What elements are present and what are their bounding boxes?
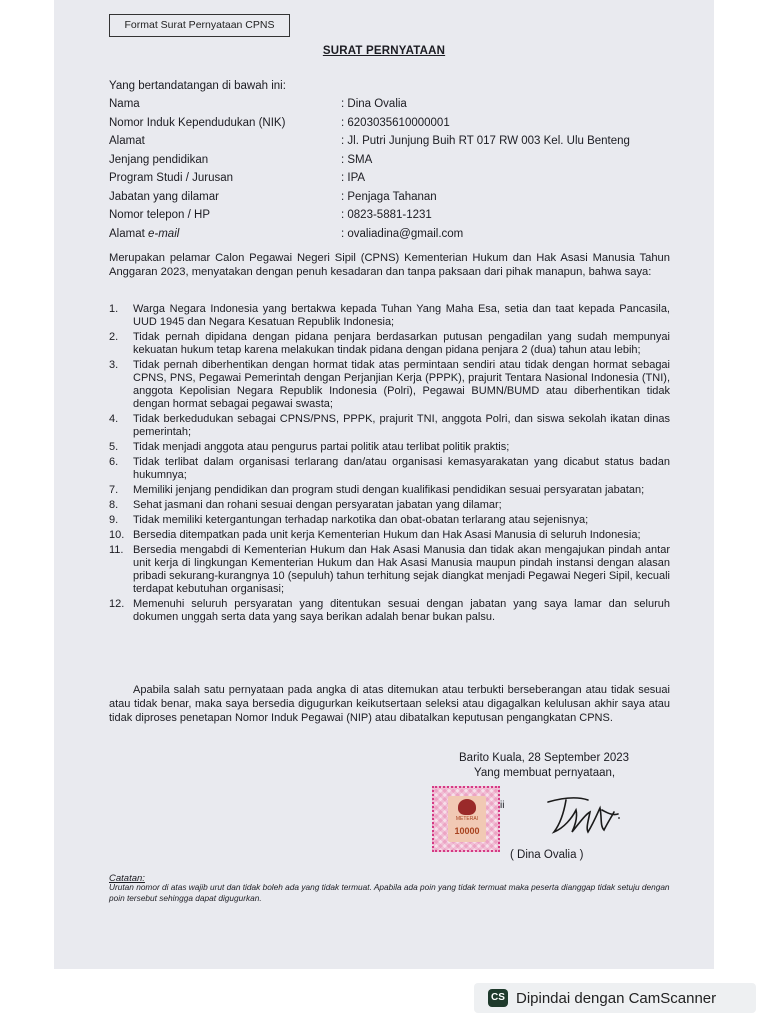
- camscanner-logo-icon: CS: [488, 989, 508, 1007]
- stamp-value: 10000: [454, 826, 480, 836]
- garuda-emblem-icon: [458, 799, 476, 815]
- field-label-prefix: Alamat: [109, 227, 148, 240]
- statement-text: Sehat jasmani dan rohani sesuai dengan persyaratan jabatan yang dilamar;: [133, 499, 502, 511]
- meterai-stamp: [432, 786, 500, 852]
- field-row-prodi: [109, 169, 699, 188]
- scanned-document: [54, 0, 714, 969]
- statement-item: [109, 499, 670, 512]
- field-value: : Jl. Putri Junjung Buih RT 017 RW 003 Kel. Ulu Benteng: [341, 135, 630, 147]
- statement-text: Memiliki jenjang pendidikan dan program studi dengan kualifikasi pendidikan sesuai persyaratan jabatan;: [133, 484, 645, 496]
- stamp-inner: [448, 796, 486, 842]
- statement-text: Tidak pernah dipidana dengan pidana penjara berdasarkan putusan pengadilan yang sudah mempunyai kekuatan hukum tetap karena melakukan tindak pidana dengan pidana penjara 2 (dua) tahun atau lebih;: [133, 331, 670, 356]
- field-value: : 6203035610000001: [341, 116, 450, 129]
- camscanner-text: Dipindai dengan CamScanner: [516, 989, 717, 1007]
- statement-item: [109, 331, 670, 357]
- closing-paragraph: Apabila salah satu pernyataan pada angka di atas ditemukan atau terbukti berseberangan atau tidak sesuai atau tidak benar, maka saya bersedia digugurkan keikutsertaan seleksi atau digagalkan kelulusan akhir saya atau tidak diproses penetapan Nomor Induk Pegawai (NIP) atau dibatalkan keputusan pengangkatan CPNS.: [109, 684, 670, 724]
- statement-item: [109, 413, 670, 439]
- statement-list: [109, 303, 670, 626]
- statement-item: [109, 484, 670, 497]
- statement-number: 6.: [109, 456, 119, 468]
- field-row-nik: [109, 114, 699, 133]
- statement-text: Bersedia ditempatkan pada unit kerja Kementerian Hukum dan Hak Asasi Manusia di seluruh Indonesia;: [133, 529, 641, 541]
- field-value: : SMA: [341, 153, 373, 166]
- field-label: Jenjang pendidikan: [109, 153, 209, 166]
- field-label: Jabatan yang dilamar: [109, 190, 219, 203]
- intro-text: Yang bertandatangan di bawah ini:: [109, 80, 286, 92]
- notes-text: Urutan nomor di atas wajib urut dan tidak boleh ada yang tidak termuat. Apabila ada poin yang tidak termuat maka peserta dianggap tidak setuju dengan poin tersebut sehingga dapat digugurkan.: [109, 882, 670, 903]
- field-label: Nomor Induk Kependudukan (NIK): [109, 116, 286, 129]
- statement-item: [109, 598, 670, 624]
- statement-number: 12.: [109, 598, 125, 610]
- statement-number: 3.: [109, 359, 119, 371]
- statement-item: [109, 529, 670, 542]
- field-label-italic: e-mail: [148, 227, 180, 240]
- field-label: Program Studi / Jurusan: [109, 172, 234, 184]
- field-label: Nomor telepon / HP: [109, 209, 210, 221]
- field-label: Alamat: [109, 135, 145, 147]
- statement-number: 10.: [109, 529, 125, 541]
- statement-text: Tidak memiliki ketergantungan terhadap narkotika dan obat-obatan terlarang atau sejenisnya;: [133, 514, 589, 526]
- field-row-alamat: [109, 132, 699, 151]
- statement-number: 9.: [109, 514, 119, 526]
- format-label-box: Format Surat Pernyataan CPNS: [109, 14, 290, 37]
- statement-number: 4.: [109, 413, 119, 425]
- statement-number: 7.: [109, 484, 119, 496]
- statement-text: Memenuhi seluruh persyaratan yang ditentukan sesuai dengan jabatan yang saya lamar dan seluruh dokumen unggah serta data yang saya berikan adalah benar bukan palsu.: [133, 598, 670, 623]
- field-row-jabatan: [109, 188, 699, 207]
- statement-item: [109, 544, 670, 596]
- place-date: Barito Kuala, 28 September 2023: [459, 752, 630, 764]
- field-row-telepon: [109, 206, 699, 225]
- maker-label: Yang membuat pernyataan,: [474, 767, 616, 779]
- statement-item: [109, 303, 670, 329]
- field-row-nama: [109, 95, 699, 114]
- field-label: [109, 225, 341, 244]
- document-title: SURAT PERNYATAAN: [322, 45, 446, 57]
- field-row-email: [109, 225, 699, 244]
- statement-text: Tidak berkedudukan sebagai CPNS/PNS, PPPK, prajurit TNI, anggota Polri, dan siswa sekolah ikatan dinas pemerintah;: [133, 413, 670, 438]
- preamble-paragraph: Merupakan pelamar Calon Pegawai Negeri Sipil (CPNS) Kementerian Hukum dan Hak Asasi Manusia Tahun Anggaran 2023, menyatakan dengan penuh kesadaran dan tanpa paksaan dari pihak manapun, bahwa saya:: [109, 252, 670, 278]
- statement-number: 8.: [109, 499, 119, 511]
- statement-item: [109, 441, 670, 454]
- statement-text: Warga Negara Indonesia yang bertakwa kepada Tuhan Yang Maha Esa, setia dan taat kepada Pancasila, UUD 1945 dan Negara Kesatuan Republik Indonesia;: [133, 303, 670, 328]
- ttd-mark: ii: [500, 800, 505, 811]
- statement-number: 11.: [109, 544, 124, 556]
- statement-item: [109, 359, 670, 411]
- handwritten-signature: [542, 788, 622, 838]
- personal-data-fields: [109, 95, 699, 243]
- field-value: : ovaliadina@gmail.com: [341, 227, 464, 240]
- statement-number: 5.: [109, 441, 119, 453]
- statement-number: 2.: [109, 331, 119, 343]
- notes-title: Catatan:: [109, 873, 145, 884]
- statement-item: [109, 514, 670, 527]
- camscanner-watermark: [474, 983, 756, 1013]
- field-value: : Penjaga Tahanan: [341, 190, 437, 203]
- field-label: Nama: [109, 98, 140, 110]
- stamp-label: METERAI: [455, 816, 479, 822]
- field-value: : IPA: [341, 172, 366, 184]
- statement-text: Tidak pernah diberhentikan dengan hormat tidak atas permintaan sendiri atau tidak dengan hormat sebagai CPNS, PNS, Pegawai Pemerintah dengan Perjanjian Kerja (PPPK), prajurit Tentara Nasional Indonesia (TNI), anggota Kepolisian Negara Republik Indonesia (Polri), Pegawai BUMN/BUMD atau diberhentikan tidak dengan hormat sebagai pegawai swasta;: [133, 359, 670, 410]
- statement-text: Tidak menjadi anggota atau pengurus partai politik atau terlibat politik praktis;: [133, 441, 510, 453]
- statement-text: Tidak terlibat dalam organisasi terlarang dan/atau organisasi kemasyarakatan yang dicabut status badan hukumnya;: [133, 456, 670, 481]
- signer-name: ( Dina Ovalia ): [510, 849, 584, 861]
- statement-text: Bersedia mengabdi di Kementerian Hukum dan Hak Asasi Manusia dan tidak akan mengajukan pindah antar unit kerja di lingkungan Kementerian Hukum dan Hak Asasi Manusia maupun pindah instansi dengan alasan pribadi sekurang-kurangnya 10 (sepuluh) tahun terhitung sejak diangkat menjadi Pegawai Negeri Sipil, kecuali terdapat kebutuhan organisasi;: [133, 544, 670, 595]
- field-row-jenjang: [109, 151, 699, 170]
- statement-number: 1.: [109, 303, 119, 315]
- statement-item: [109, 456, 670, 482]
- field-value: : Dina Ovalia: [341, 98, 407, 110]
- field-value: : 0823-5881-1231: [341, 209, 432, 221]
